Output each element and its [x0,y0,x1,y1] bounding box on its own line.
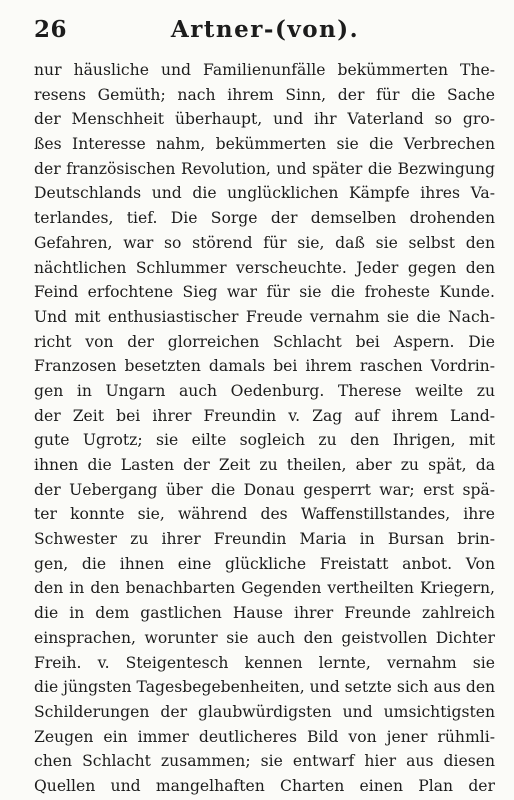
text-line: einsprachen, worunter sie auch den geistvollen Dichter [34,628,495,647]
text-line: nur häusliche und Familienunfälle bekümmerten The- [34,61,495,79]
text-line: terlandes, tief. Die Sorge der demselben drohenden [34,209,495,228]
text-line: ßes Interesse nahm, bekümmerten sie die Verbrechen [34,135,495,154]
text-line: gen, die ihnen eine glückliche Freistatt anbot. Von [34,554,495,573]
running-head: Artner-(von). [170,16,360,43]
text-line: der französischen Revolution, und später die Bezwingung [34,159,495,178]
text-line: nächtlichen Schlummer verscheuchte. Jeder gegen den [34,258,495,277]
text-line: Zeugen ein immer deutlicheres Bild von jener rühmli- [34,727,495,746]
text-line: Schilderungen der glaubwürdigsten und umsichtigsten [34,702,495,721]
text-line: die jüngsten Tagesbegebenheiten, und setzte sich aus den [34,678,495,697]
text-line: der Uebergang über die Donau gesperrt war; erst spä- [34,480,495,499]
text-line: Freih. v. Steigentesch kennen lernte, vernahm sie [34,653,495,672]
text-line: Feind erfochtene Sieg war für sie die froheste Kunde. [34,283,495,302]
text-line: gute Ugrotz; sie eilte sogleich zu den Ihrigen, mit [34,431,495,450]
text-line: die in dem gastlichen Hause ihrer Freunde zahlreich [34,604,495,623]
text-line: richt von der glorreichen Schlacht bei Aspern. Die [34,332,495,351]
page-header [34,12,496,52]
text-line: resens Gemüth; nach ihrem Sinn, der für die Sache [34,85,495,104]
text-line: Franzosen besetzten damals bei ihrem raschen Vordrin- [34,357,495,376]
text-line: Und mit enthusiastischer Freude vernahm sie die Nach- [34,307,495,326]
text-line: ter konnte sie, während des Waffenstillstandes, ihre [34,505,495,524]
text-line: den in den benachbarten Gegenden vertheilten Kriegern, [34,579,495,598]
page-number: 26 [34,16,68,43]
text-line: Schwester zu ihrer Freundin Maria in Bursan brin- [34,530,495,549]
text-line: Gefahren, war so störend für sie, daß sie selbst den [34,233,495,252]
text-line: Deutschlands und die unglücklichen Kämpfe ihres Va- [34,184,495,203]
text-line: gen in Ungarn auch Oedenburg. Therese weilte zu [34,381,495,400]
text-line: der Menschheit überhaupt, und ihr Vaterland so gro- [34,110,495,129]
text-line: chen Schlacht zusammen; sie entwarf hier aus diesen [34,752,495,771]
body-text [34,58,495,799]
text-line: ihnen die Lasten der Zeit zu theilen, aber zu spät, da [34,456,495,474]
text-line: der Zeit bei ihrer Freundin v. Zag auf ihrem Land- [34,406,495,425]
text-line: Quellen und mangelhaften Charten einen Plan der [34,776,495,795]
